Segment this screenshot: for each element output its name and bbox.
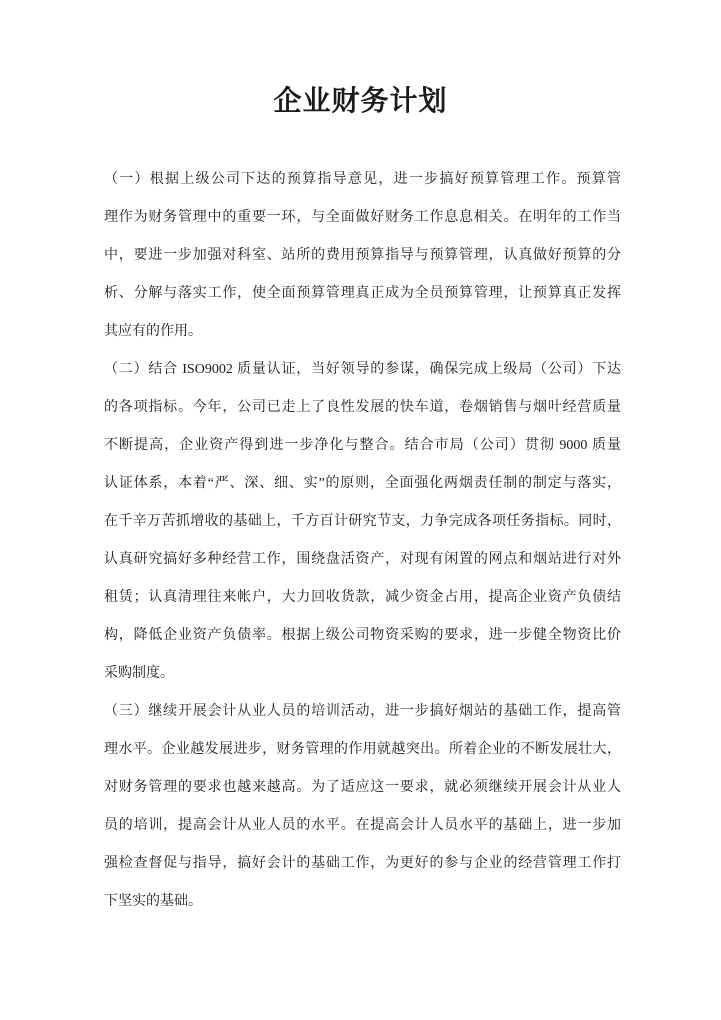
paragraph-line: 下坚实的基础。 — [104, 894, 202, 909]
paragraph-line: 理水平。企业越发展进步，财务管理的作用就越突出。所着企业的不断发展壮大， — [104, 742, 621, 757]
paragraph — [104, 161, 621, 351]
paragraph-line: （一）根据上级公司下达的预算指导意见，进一步搞好预算管理工作。预算管 — [104, 172, 621, 187]
document-title: 企业财务计划 — [273, 86, 448, 117]
paragraph-line: 理作为财务管理中的重要一环，与全面做好财务工作息息相关。在明年的工作当 — [104, 210, 621, 225]
paragraph-line: 的各项指标。今年，公司已走上了良性发展的快车道，卷烟销售与烟叶经营质量 — [104, 400, 621, 415]
paragraph-line: 对财务管理的要求也越来越高。为了适应这一要求，就必须继续开展会计从业人 — [104, 780, 621, 795]
paragraph-line: 析、分解与落实工作，使全面预算管理真正成为全员预算管理，让预算真正发挥 — [104, 286, 621, 301]
paragraph-line: 不断提高，企业资产得到进一步净化与整合。结合市局（公司）贯彻 9000 质量 — [104, 438, 621, 453]
paragraph-line: 采购制度。 — [104, 666, 174, 681]
paragraph-line: 员的培训，提高会计从业人员的水平。在提高会计人员水平的基础上，进一步加 — [104, 818, 621, 833]
paragraph — [104, 693, 621, 921]
paragraph-line: 在千辛万苦抓增收的基础上，千方百计研究节支，力争完成各项任务指标。同时， — [104, 514, 621, 529]
paragraph-line: （三）继续开展会计从业人员的培训活动，进一步搞好烟站的基础工作，提高管 — [104, 704, 621, 719]
paragraph-line: 认证体系，本着“严、深、细、实”的原则，全面强化两烟责任制的制定与落实， — [104, 476, 621, 491]
document-body — [104, 161, 621, 921]
paragraph-line: 认真研究搞好多种经营工作，围绕盘活资产，对现有闲置的网点和烟站进行对外 — [104, 552, 621, 567]
paragraph-line: 租赁；认真清理往来帐户，大力回收货款，减少资金占用，提高企业资产负债结 — [104, 590, 621, 605]
paragraph-line: 中，要进一步加强对科室、站所的费用预算指导与预算管理，认真做好预算的分 — [104, 248, 621, 263]
paragraph-line: （二）结合 ISO9002 质量认证，当好领导的参谋，确保完成上级局（公司）下达 — [104, 362, 621, 377]
paragraph-line: 其应有的作用。 — [104, 324, 202, 339]
paragraph-line: 强检查督促与指导，搞好会计的基础工作，为更好的参与企业的经营管理工作打 — [104, 856, 621, 871]
paragraph-line: 构，降低企业资产负债率。根据上级公司物资采购的要求，进一步健全物资比价 — [104, 628, 621, 643]
paragraph — [104, 351, 621, 693]
